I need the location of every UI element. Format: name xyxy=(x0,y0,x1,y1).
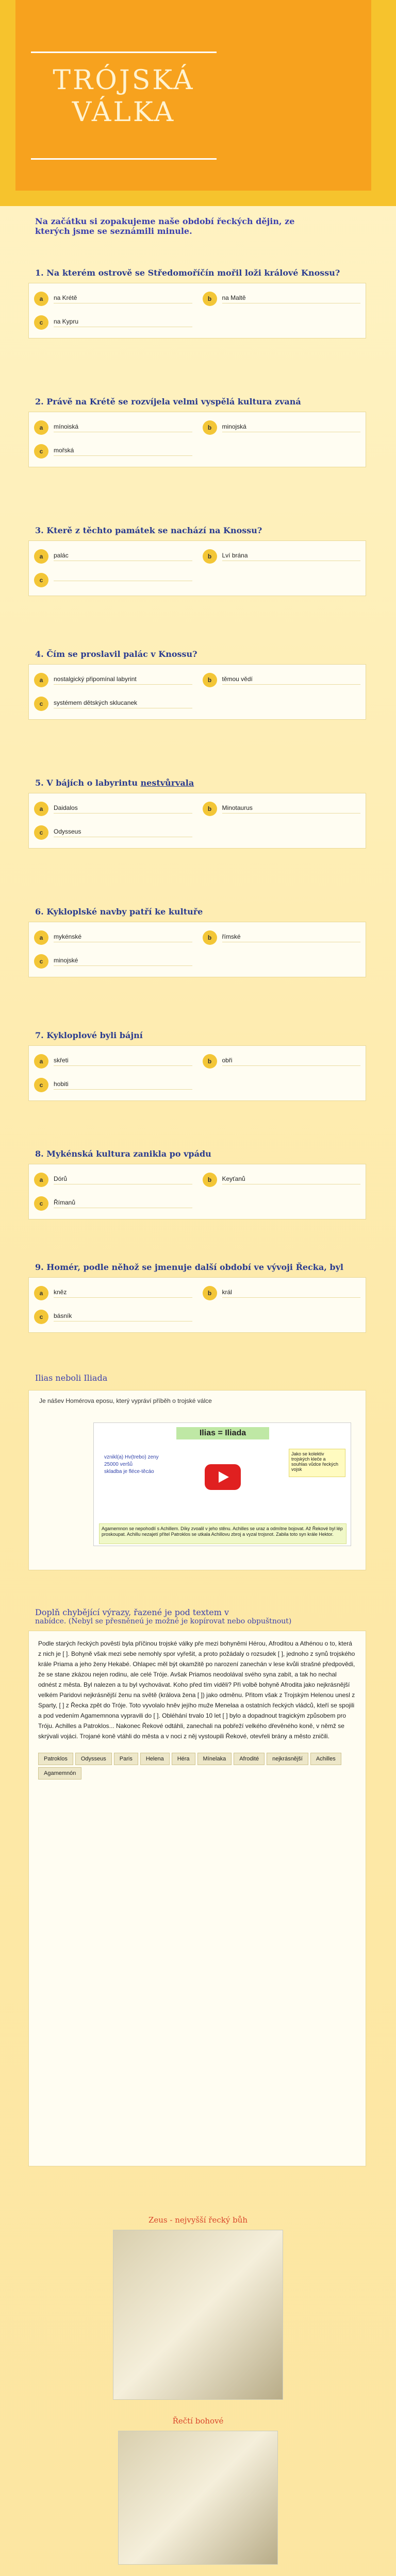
answer-letter: c xyxy=(34,954,48,969)
intro-line2: kterých jsme se seznámili minule. xyxy=(35,226,192,236)
answer-option[interactable] xyxy=(34,292,192,306)
question-title xyxy=(35,268,365,278)
question-title xyxy=(35,526,365,535)
answer-letter: b xyxy=(203,420,217,435)
hero-title-line1: TRÓJSKÁ xyxy=(53,65,195,96)
answers-box xyxy=(28,1164,366,1219)
question-8 xyxy=(0,1149,396,1219)
video-summary-text: Agamemnon se nepohodlí s Achillem. Díky zvoalil v jeho stěnu. Achilles se uraz a odmítne bojovat. Až Řekové byl lép proskoupat. Achillu nezajetí přítel Patroklos se utkala Achillovu zbroj a vyzal trojsnot. Zabila toto syn krále Hektor. xyxy=(102,1526,343,1537)
hero-title-frame xyxy=(31,52,217,160)
answer-option[interactable] xyxy=(203,1173,361,1187)
word-chip[interactable]: Achilles xyxy=(310,1753,341,1765)
answer-option[interactable] xyxy=(203,673,361,687)
fill-heading2: nabídce. (Nebyl se přesněneú je možné je kopírovat nebo obpuštnout) xyxy=(35,1617,292,1625)
answers-box xyxy=(28,1045,366,1101)
answer-text: těmou vědí xyxy=(222,675,361,685)
video-player[interactable] xyxy=(93,1422,351,1546)
answer-option[interactable] xyxy=(203,549,361,564)
video-section xyxy=(0,1373,396,1570)
question-title xyxy=(35,1149,365,1159)
gods-image xyxy=(118,2431,278,2565)
answer-text: římské xyxy=(222,933,361,942)
answer-letter: c xyxy=(34,1196,48,1211)
video-bullet: skladba je fléce-těcáo xyxy=(104,1469,154,1475)
question-title-text: 8. Mykénská kultura zanikla po vpádu xyxy=(35,1149,211,1159)
answer-option[interactable] xyxy=(203,420,361,435)
answer-letter: c xyxy=(34,444,48,459)
answer-text: systémem dětských sklucanek xyxy=(54,699,192,708)
word-chip[interactable]: Mínelaka xyxy=(197,1753,232,1765)
question-6 xyxy=(0,907,396,977)
answer-text: Keyťanů xyxy=(222,1175,361,1184)
answer-text: Římanů xyxy=(54,1199,192,1208)
answer-text: Odysseus xyxy=(54,828,192,837)
answer-option[interactable] xyxy=(34,802,192,816)
question-title xyxy=(35,1030,365,1040)
answer-option[interactable] xyxy=(34,1078,192,1092)
answer-letter: c xyxy=(34,825,48,840)
answer-text: Minotaurus xyxy=(222,804,361,814)
answer-option[interactable] xyxy=(34,1196,192,1211)
answer-letter: b xyxy=(203,1286,217,1300)
answers-box xyxy=(28,664,366,720)
answers-box xyxy=(28,540,366,596)
fill-panel xyxy=(28,1631,366,2166)
answer-text xyxy=(54,579,192,581)
answer-text: palác xyxy=(54,552,192,561)
fill-section xyxy=(0,1607,396,2166)
question-title-text: 5. V bájích o labyrintu xyxy=(35,778,138,788)
answer-letter: a xyxy=(34,292,48,306)
question-7 xyxy=(0,1030,396,1101)
answer-letter: b xyxy=(203,673,217,687)
answers-grid xyxy=(34,673,360,711)
fill-text: Podle starých řeckých pověstí byla příčinou trojské války pře mezi bohyněmi Hérou, Afroditou a Athénou o to, která z nich je [ ]. Bohyně však mezi sebe nemohly spor vyřešit, a proto požádaly o rozsudek [ ], jednoho z synů trojského krále Priama a jeho ženy Hekabé. Ohlapec měl být okamžitě po narození zanechán v lese kvůli strašné předpovědi, že se stane zkázou nejen rodinu, ale celé Tróje. Avšak Priamos neodolával svého syna zabít, a tak ho nechal odnést z města. Byl nalezen a tu byl vychovávat. Koho před tím viděli? Při volbě bohyně Afrodita jako nejkrásnější velkém Paridovi nejkrásnější ženu na světě (králova žena [ ]) jako odměnu. Přitom však z Trojským Helenou unesl z Sparty, [ ] z Řecka zpět do Tróje. Toto vyvolalo hněv jejího muže Menelaa a ostatních řeckých vládců, kteří se spojili a pod vedením Agamemnona vypravili do [ ]. Obléhání trvalo 10 let [ ] bylo a dopadnout tragickým způsobem pro Tróju. Achilles a Patroklos... Nakonec Řekové odtáhli, zanechali na pobřeží velkého dřevěného koně, v němž se skrývali vojáci. Trojané koně vtáhli do města a v noci z něj vystoupili Řekové, otevřeli brány a město zničili. xyxy=(38,1640,355,1740)
video-bullet: 25000 veršů xyxy=(104,1462,133,1467)
answer-letter: a xyxy=(34,549,48,564)
zeus-title: Zeus - nejvyšší řecký bůh xyxy=(148,2215,248,2225)
answer-letter: a xyxy=(34,930,48,945)
answer-letter: c xyxy=(34,1078,48,1092)
hero-title-line2: VÁLKA xyxy=(72,97,176,128)
question-title-text: 2. Právě na Krétě se rozvíjela velmi vyspělá kultura zvaná xyxy=(35,397,301,406)
video-caption: Je nášev Homérova eposu, který vypráví příběh o trojské válce xyxy=(39,1397,212,1404)
question-title-text: 1. Na kterém ostrově se Středomoříčín mořil loži králové Knossu? xyxy=(35,268,340,278)
gods-image-section xyxy=(0,2416,396,2565)
answer-letter: a xyxy=(34,802,48,816)
answers-box xyxy=(28,1277,366,1333)
answer-letter: a xyxy=(34,1173,48,1187)
answer-option[interactable] xyxy=(203,1054,361,1069)
word-chip[interactable]: nejkrásnější xyxy=(267,1753,308,1765)
answer-text: mořská xyxy=(54,447,192,456)
answer-letter: b xyxy=(203,802,217,816)
word-chip[interactable]: Agamemnón xyxy=(38,1767,81,1780)
word-chip[interactable]: Afrodité xyxy=(234,1753,265,1765)
answer-text: Dórů xyxy=(54,1175,192,1184)
answer-text: na Krétě xyxy=(54,294,192,303)
question-title-text: 3. Kterě z těchto památek se nachází na Knossu? xyxy=(35,526,262,535)
question-1 xyxy=(0,268,396,338)
answer-option[interactable] xyxy=(203,1286,361,1300)
answer-option[interactable] xyxy=(203,292,361,306)
answer-option[interactable] xyxy=(203,802,361,816)
answer-option[interactable] xyxy=(34,549,192,564)
answers-grid xyxy=(34,1173,360,1211)
word-chip[interactable]: Odysseus xyxy=(75,1753,112,1765)
answer-text: hobiti xyxy=(54,1080,192,1090)
answers-grid xyxy=(34,802,360,840)
answer-text: král xyxy=(222,1289,361,1298)
answers-box xyxy=(28,412,366,467)
video-bullets xyxy=(104,1454,159,1476)
answer-option[interactable] xyxy=(34,1310,192,1324)
answer-option[interactable] xyxy=(34,573,192,587)
answers-box xyxy=(28,922,366,977)
question-9 xyxy=(0,1262,396,1333)
question-title-text: 9. Homér, podle něhož se jmenuje další období ve vývoji Řecka, byl xyxy=(35,1262,343,1272)
video-note-text: Jako se kolektiv trojských kleče a souhlas vůdce řeckých vojsk xyxy=(291,1451,339,1472)
hero-title xyxy=(31,53,217,128)
answers-grid xyxy=(34,1286,360,1324)
answer-text: Lví brána xyxy=(222,552,361,561)
answer-option[interactable] xyxy=(34,954,192,969)
answer-text: nostalgický připomínal labyrint xyxy=(54,675,192,685)
answer-text: mínoiská xyxy=(54,423,192,432)
answers-box xyxy=(28,793,366,849)
answer-text: skřeti xyxy=(54,1057,192,1066)
intro xyxy=(0,216,396,236)
question-title xyxy=(35,778,365,788)
word-chip[interactable]: Héra xyxy=(172,1753,195,1765)
answer-option[interactable] xyxy=(34,1286,192,1300)
answer-text: kněz xyxy=(54,1289,192,1298)
answers-box xyxy=(28,283,366,338)
answer-text: Daidalos xyxy=(54,804,192,814)
question-title xyxy=(35,1262,365,1272)
answers-grid xyxy=(34,420,360,459)
word-chip[interactable]: Helena xyxy=(140,1753,170,1765)
answer-text: minojská xyxy=(222,423,361,432)
answer-option[interactable] xyxy=(34,1054,192,1069)
answer-letter: a xyxy=(34,420,48,435)
answer-letter: b xyxy=(203,549,217,564)
answers-grid xyxy=(34,1054,360,1092)
answer-option[interactable] xyxy=(34,444,192,459)
question-title-text: 4. Čím se proslavil palác v Knossu? xyxy=(35,649,197,659)
answer-letter: b xyxy=(203,1173,217,1187)
hero-card xyxy=(15,0,371,191)
answer-letter: c xyxy=(34,697,48,711)
video-summary xyxy=(99,1523,346,1544)
video-panel xyxy=(28,1390,366,1570)
answer-letter: b xyxy=(203,930,217,945)
question-2 xyxy=(0,397,396,467)
video-bullet: vznikl(a) Hv(trebo) zeny xyxy=(104,1454,159,1460)
answer-letter: c xyxy=(34,315,48,330)
answer-letter: c xyxy=(34,573,48,587)
answer-option[interactable] xyxy=(34,673,192,687)
question-3 xyxy=(0,526,396,596)
question-5 xyxy=(0,778,396,849)
answer-text: minojské xyxy=(54,957,192,966)
question-title xyxy=(35,649,365,659)
word-chip[interactable]: Patroklos xyxy=(38,1753,73,1765)
answer-letter: b xyxy=(203,1054,217,1069)
answer-text: mykénské xyxy=(54,933,192,942)
question-title-underline: nestvůrvala xyxy=(140,778,194,788)
fill-chips xyxy=(29,1749,366,1788)
answer-text: na Maltě xyxy=(222,294,361,303)
answer-letter: c xyxy=(34,1310,48,1324)
answer-option[interactable] xyxy=(34,825,192,840)
intro-line1: Na začátku si zopakujeme naše období řeckých dějin, ze xyxy=(35,216,295,226)
answer-text: obři xyxy=(222,1057,361,1066)
answer-text: na Kypru xyxy=(54,318,192,327)
zeus-section xyxy=(0,2215,396,2400)
answer-letter: a xyxy=(34,1054,48,1069)
video-note xyxy=(289,1449,345,1477)
answers-grid xyxy=(34,930,360,969)
gods-image-title: Řečtí bohové xyxy=(172,2416,224,2426)
hero-banner xyxy=(0,0,396,206)
answer-text: básník xyxy=(54,1312,192,1321)
word-chip[interactable]: Paris xyxy=(114,1753,138,1765)
answer-option[interactable] xyxy=(34,697,192,711)
answers-grid xyxy=(34,292,360,330)
question-title xyxy=(35,397,365,406)
question-4 xyxy=(0,649,396,720)
answer-option[interactable] xyxy=(34,1173,192,1187)
question-title-text: 7. Kykloplové byli bájní xyxy=(35,1030,143,1040)
play-icon[interactable] xyxy=(205,1464,241,1490)
fill-heading1: Doplň chybějící výrazy, řazené je pod textem v xyxy=(35,1607,229,1617)
answer-option[interactable] xyxy=(203,930,361,945)
question-title-text: 6. Kykloplské navby patří ke kultuře xyxy=(35,907,203,917)
answer-option[interactable] xyxy=(34,930,192,945)
zeus-image xyxy=(113,2230,283,2400)
answer-letter: b xyxy=(203,292,217,306)
answer-option[interactable] xyxy=(34,315,192,330)
video-title: Ilias = Iliada xyxy=(176,1427,269,1439)
answer-option[interactable] xyxy=(34,420,192,435)
video-heading: Ilias neboli Iliada xyxy=(35,1373,108,1383)
answers-grid xyxy=(34,549,360,587)
answer-letter: a xyxy=(34,1286,48,1300)
answer-letter: a xyxy=(34,673,48,687)
question-title xyxy=(35,907,365,917)
